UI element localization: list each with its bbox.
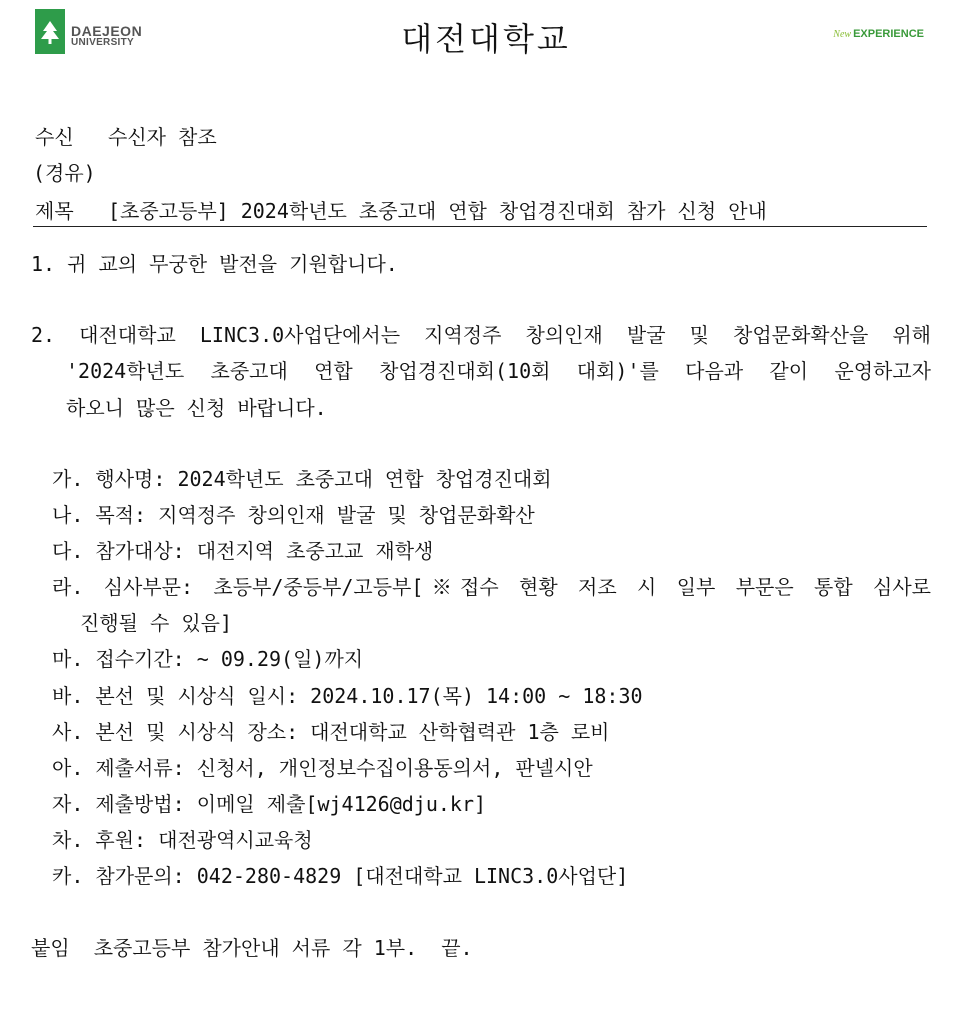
document-header <box>0 0 972 70</box>
list-item: 카. 참가문의: 042-280-4829 [대전대학교 LINC3.0사업단] <box>52 864 629 888</box>
subject-value: [초중고등부] 2024학년도 초중고대 연합 창업경진대회 참가 신청 안내 <box>108 199 767 223</box>
list-item: 바. 본선 및 시상식 일시: 2024.10.17(목) 14:00 ~ 18:30 <box>52 684 643 708</box>
paragraph-2-line-2: '2024학년도 초중고대 연합 창업경진대회(10회 대회)'를 다음과 같이 운영하고자 <box>66 359 931 383</box>
list-item: 차. 후원: 대전광역시교육청 <box>52 828 313 852</box>
list-item: 아. 제출서류: 신청서, 개인정보수집이용동의서, 판넬시안 <box>52 756 593 780</box>
list-item: 다. 참가대상: 대전지역 초중고교 재학생 <box>52 539 434 563</box>
list-item: 라. 심사부문: 초등부/중등부/고등부[※접수 현황 저조 시 일부 부문은 통합 심사로 <box>52 575 931 599</box>
brand-slogan <box>833 28 924 40</box>
subject-label: 제목 <box>35 199 74 223</box>
list-item-continuation: 진행될 수 있음] <box>80 611 233 635</box>
via-label: (경유) <box>33 161 96 185</box>
brand-word: EXPERIENCE <box>853 28 924 40</box>
recipient-value: 수신자 참조 <box>108 125 217 149</box>
list-item: 사. 본선 및 시상식 장소: 대전대학교 산학협력관 1층 로비 <box>52 720 610 744</box>
paragraph-1: 1. 귀 교의 무궁한 발전을 기원합니다. <box>31 252 398 276</box>
header-divider <box>33 226 927 227</box>
recipient-label: 수신 <box>35 125 74 149</box>
paragraph-2-line-1: 2. 대전대학교 LINC3.0사업단에서는 지역정주 창의인재 발굴 및 창업문화확산을 위해 <box>31 323 931 347</box>
list-item: 마. 접수기간: ~ 09.29(일)까지 <box>52 647 364 671</box>
paragraph-2-line-3: 하오니 많은 신청 바랍니다. <box>66 396 327 420</box>
attachment-line: 붙임 초중고등부 참가안내 서류 각 1부. 끝. <box>31 936 473 960</box>
list-item: 나. 목적: 지역정주 창의인재 발굴 및 창업문화확산 <box>52 503 535 527</box>
logo-line1: DAEJEON <box>71 22 143 39</box>
brand-script: New <box>833 29 852 40</box>
list-item: 자. 제출방법: 이메일 제출[wj4126@dju.kr] <box>52 792 487 816</box>
logo-line2: UNIVERSITY <box>71 36 135 48</box>
page-title: 대전대학교 <box>401 20 571 58</box>
list-item: 가. 행사명: 2024학년도 초중고대 연합 창업경진대회 <box>52 467 552 491</box>
